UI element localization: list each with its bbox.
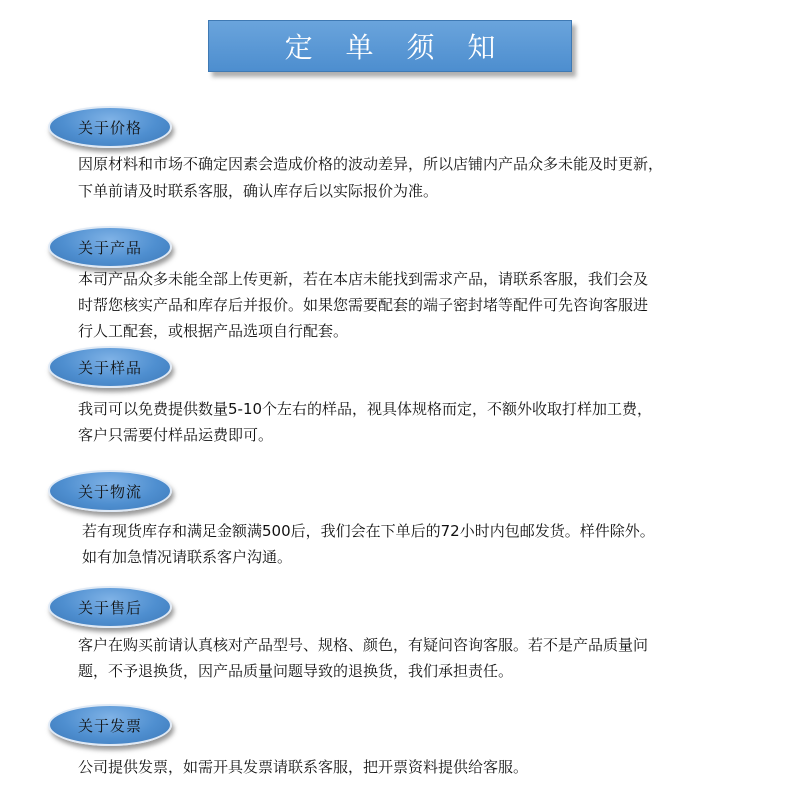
section-logistics-line-2: 如有加急情况请联系客户沟通。 (82, 548, 293, 566)
section-product-line-1: 本司产品众多未能全部上传更新，若在本店未能找到需求产品，请联系客服，我们会及 (78, 270, 649, 288)
section-heading-label: 关于样品 (77, 358, 142, 377)
page-title: 定 单 须 知 (284, 31, 508, 64)
section-heading-label: 关于物流 (77, 482, 142, 501)
title-banner (208, 20, 572, 72)
section-heading-after-sales (48, 586, 172, 628)
section-invoice-line-1: 公司提供发票，如需开具发票请联系客服，把开票资料提供给客服。 (78, 758, 529, 776)
section-price-line-1: 因原材料和市场不确定因素会造成价格的波动差异，所以店铺内产品众多未能及时更新， (78, 155, 664, 173)
section-heading-invoice (48, 704, 172, 746)
section-after-sales-line-1: 客户在购买前请认真核对产品型号、规格、颜色，有疑问咨询客服。若不是产品质量问 (78, 636, 649, 654)
section-heading-product (48, 226, 172, 268)
section-heading-label: 关于产品 (77, 238, 142, 257)
section-logistics-line-1: 若有现货库存和满足金额满500后，我们会在下单后的72小时内包邮发货。样件除外。 (82, 522, 655, 540)
section-price-line-2: 下单前请及时联系客服，确认库存后以实际报价为准。 (78, 182, 439, 200)
section-heading-label: 关于价格 (77, 118, 142, 137)
section-heading-label: 关于发票 (77, 716, 142, 735)
section-heading-price (48, 106, 172, 148)
section-heading-sample (48, 346, 172, 388)
section-sample-line-2: 客户只需要付样品运费即可。 (78, 426, 274, 444)
section-after-sales-line-2: 题，不予退换货，因产品质量问题导致的退换货，我们承担责任。 (78, 662, 514, 680)
section-product-line-2: 时帮您核实产品和库存后并报价。如果您需要配套的端子密封堵等配件可先咨询客服进 (78, 296, 649, 314)
section-sample-line-1: 我司可以免费提供数量5-10个左右的样品，视具体规格而定，不额外收取打样加工费， (78, 400, 653, 418)
section-product-line-3: 行人工配套，或根据产品选项自行配套。 (78, 322, 349, 340)
section-heading-logistics (48, 470, 172, 512)
section-heading-label: 关于售后 (77, 598, 142, 617)
